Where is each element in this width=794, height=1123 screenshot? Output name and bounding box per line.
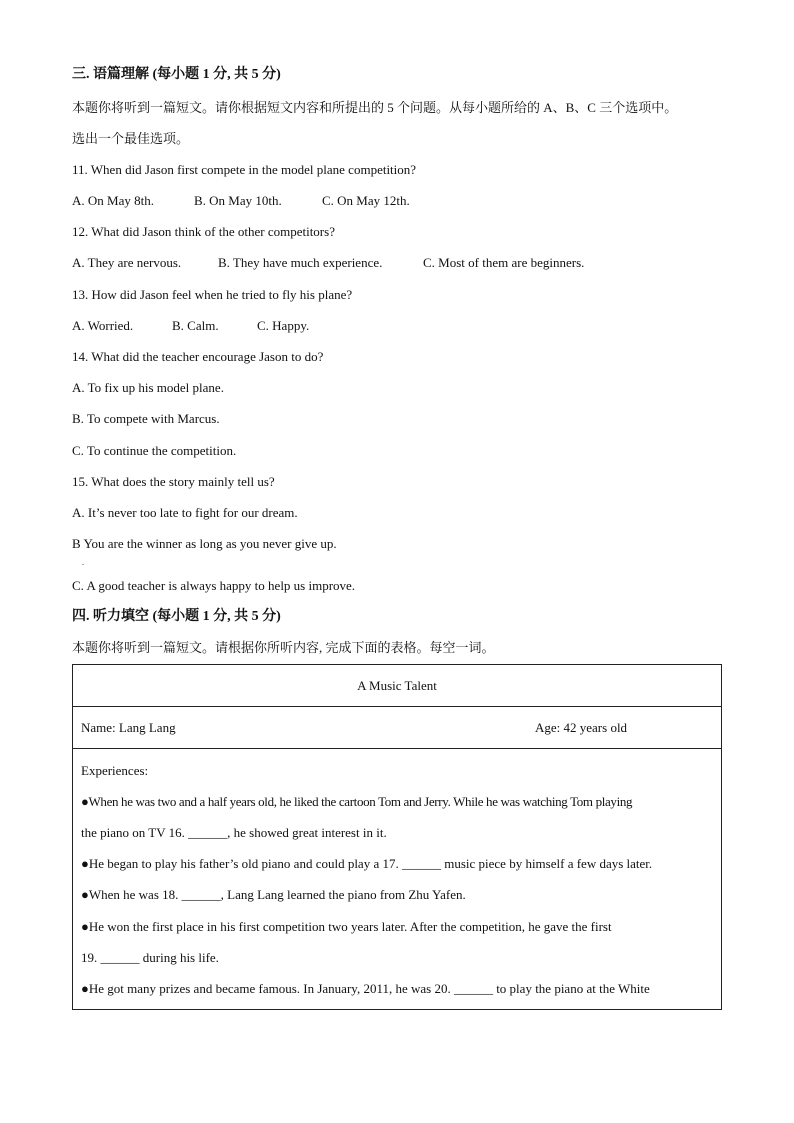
question-12-option-c: C. Most of them are beginners.: [423, 255, 585, 270]
section-3-instruction: 本题你将听到一篇短文。请你根据短文内容和所提出的 5 个问题。从每小题所给的 A、B、C 三个选项中。: [72, 100, 678, 115]
table-title: A Music Talent: [73, 665, 722, 707]
name-field: Name: Lang Lang: [81, 720, 176, 735]
question-12-option-a: A. They are nervous.: [72, 255, 182, 270]
question-12-option-b: B. They have much experience.: [218, 255, 383, 270]
stray-dot-mark: .: [82, 558, 84, 567]
question-11-option-a: A. On May 8th.: [72, 193, 154, 208]
question-11-stem: 11. When did Jason first compete in the model plane competition?: [72, 162, 417, 177]
experiences-cell: [73, 749, 722, 1010]
question-12-stem: 12. What did Jason think of the other competitors?: [72, 224, 335, 239]
experience-item-line: ●He won the first place in his first competition two years later. After the competition, he gave the first: [81, 919, 612, 934]
section-4-heading: 四. 听力填空 (每小题 1 分, 共 5 分): [72, 609, 281, 624]
section-3-instruction-cont: 选出一个最佳选项。: [72, 131, 190, 146]
experience-item-line: ●He began to play his father’s old piano and could play a 17. ______ music piece by himself a few days later.: [81, 856, 653, 871]
experience-item-line: ●He got many prizes and became famous. In January, 2011, he was 20. ______ to play the piano at the White: [81, 981, 650, 996]
question-15-option-c: C. A good teacher is always happy to help us improve.: [72, 578, 356, 593]
question-15-stem: 15. What does the story mainly tell us?: [72, 474, 275, 489]
question-11-option-c: C. On May 12th.: [322, 193, 410, 208]
experiences-label: Experiences:: [81, 763, 149, 778]
experience-item-line: ●When he was two and a half years old, he liked the cartoon Tom and Jerry. While he was watching Tom playing: [81, 794, 633, 809]
question-13-option-a: A. Worried.: [72, 318, 134, 333]
question-13-option-b: B. Calm.: [172, 318, 219, 333]
question-13-stem: 13. How did Jason feel when he tried to fly his plane?: [72, 287, 353, 302]
talent-table: [72, 664, 722, 1010]
question-14-option-c: C. To continue the competition.: [72, 443, 237, 458]
experience-item-line: the piano on TV 16. ______, he showed great interest in it.: [81, 825, 387, 840]
experience-item-line: 19. ______ during his life.: [81, 950, 219, 965]
age-field: Age: 42 years old: [535, 720, 628, 735]
section-4-instruction: 本题你将听到一篇短文。请根据你所听内容, 完成下面的表格。每空一词。: [72, 640, 495, 655]
question-14-option-a: A. To fix up his model plane.: [72, 380, 224, 395]
question-15-option-a: A. It’s never too late to fight for our dream.: [72, 505, 298, 520]
experience-item-line: ●When he was 18. ______, Lang Lang learned the piano from Zhu Yafen.: [81, 887, 466, 902]
question-11-option-b: B. On May 10th.: [194, 193, 282, 208]
question-13-option-c: C. Happy.: [257, 318, 310, 333]
question-15-option-b: B You are the winner as long as you never give up.: [72, 536, 337, 551]
table-row-name-age: [73, 707, 722, 749]
question-14-option-b: B. To compete with Marcus.: [72, 411, 220, 426]
section-3-heading: 三. 语篇理解 (每小题 1 分, 共 5 分): [72, 67, 281, 82]
question-14-stem: 14. What did the teacher encourage Jason to do?: [72, 349, 324, 364]
